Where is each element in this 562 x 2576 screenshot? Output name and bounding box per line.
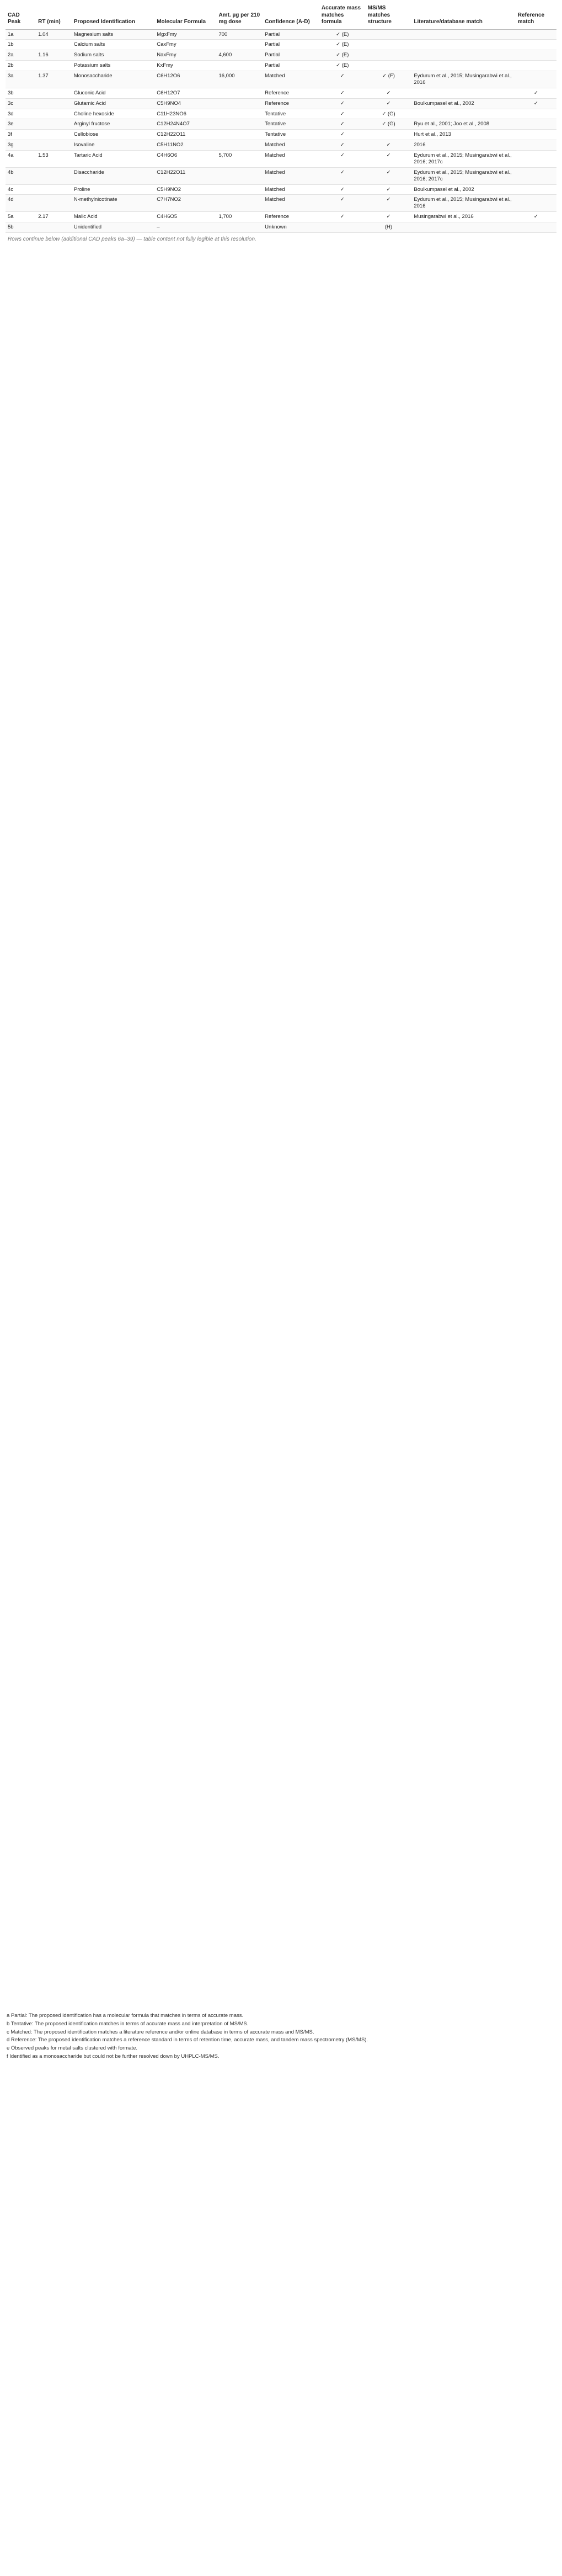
cell-peak: 4a <box>6 151 36 168</box>
cell-ms <box>366 61 412 71</box>
table-row <box>6 50 556 61</box>
cell-ref: ✓ <box>516 98 556 109</box>
cell-amt <box>216 61 263 71</box>
cell-ref <box>516 29 556 40</box>
cell-peak: 1b <box>6 40 36 50</box>
cell-ref: ✓ <box>516 212 556 222</box>
cell-mf: C12H22O11 <box>154 167 216 184</box>
cell-ms: ✓ <box>366 98 412 109</box>
cell-ms: ✓ <box>366 88 412 98</box>
cell-conf: Matched <box>263 167 319 184</box>
cell-conf: Matched <box>263 184 319 195</box>
table-row <box>6 119 556 130</box>
cell-rt <box>36 222 72 233</box>
cell-mf: C6H12O6 <box>154 71 216 88</box>
header-confidence: Confidence (A-D) <box>263 3 319 29</box>
cell-id: Monosaccharide <box>72 71 154 88</box>
cell-peak: 1a <box>6 29 36 40</box>
cell-lit <box>411 109 515 119</box>
cell-mf: MgxFmy <box>154 29 216 40</box>
cell-conf: Matched <box>263 140 319 151</box>
cell-id: Arginyl fructose <box>72 119 154 130</box>
cell-peak: 3b <box>6 88 36 98</box>
identification-table <box>6 3 556 233</box>
cell-ms: ✓ (G) <box>366 119 412 130</box>
cell-id: Calcium salts <box>72 40 154 50</box>
cell-ref <box>516 119 556 130</box>
table-row <box>6 195 556 212</box>
cell-rt: 2.17 <box>36 212 72 222</box>
cell-ms: ✓ <box>366 184 412 195</box>
cell-amt <box>216 88 263 98</box>
cell-acc: ✓ (E) <box>319 50 366 61</box>
cell-acc: ✓ (E) <box>319 40 366 50</box>
cell-acc: ✓ <box>319 119 366 130</box>
cell-conf: Partial <box>263 50 319 61</box>
cell-amt <box>216 140 263 151</box>
header-literature: Literature/database match <box>411 3 515 29</box>
cell-id: Glutamic Acid <box>72 98 154 109</box>
cell-id: Potassium salts <box>72 61 154 71</box>
table-row <box>6 130 556 140</box>
cell-peak: 4d <box>6 195 36 212</box>
cell-lit: Ryu et al., 2001; Joo et al., 2008 <box>411 119 515 130</box>
cell-amt <box>216 119 263 130</box>
header-msms: MS/MS matches structure <box>366 3 412 29</box>
table-row <box>6 167 556 184</box>
footnote: e Observed peaks for metal salts clustered with formate. <box>7 2045 138 2052</box>
table-row <box>6 222 556 233</box>
footnote: f Identified as a monosaccharide but could not be further resolved down by UHPLC-MS/MS. <box>7 2053 220 2059</box>
cell-rt <box>36 195 72 212</box>
cell-mf: C7H7NO2 <box>154 195 216 212</box>
table-row <box>6 98 556 109</box>
cell-mf: C11H23NO6 <box>154 109 216 119</box>
cell-mf: C4H6O6 <box>154 151 216 168</box>
cell-rt <box>36 184 72 195</box>
header-rt: RT (min) <box>36 3 72 29</box>
cell-acc: ✓ <box>319 212 366 222</box>
cell-id: Isovaline <box>72 140 154 151</box>
cell-rt: 1.16 <box>36 50 72 61</box>
cell-mf: C5H9NO2 <box>154 184 216 195</box>
cell-rt <box>36 88 72 98</box>
cell-lit <box>411 88 515 98</box>
cell-id: Magnesium salts <box>72 29 154 40</box>
cell-lit <box>411 29 515 40</box>
cell-conf: Tentative <box>263 119 319 130</box>
table-row <box>6 40 556 50</box>
table-row <box>6 212 556 222</box>
cell-id: Gluconic Acid <box>72 88 154 98</box>
cell-mf: – <box>154 222 216 233</box>
footnote: c Matched: The proposed identification matches a literature reference and/or online database in terms of accurate mass and MS/MS. <box>7 2029 314 2035</box>
cell-acc: ✓ <box>319 88 366 98</box>
cell-conf: Reference <box>263 212 319 222</box>
cell-acc: ✓ <box>319 167 366 184</box>
cell-conf: Reference <box>263 98 319 109</box>
cell-lit <box>411 50 515 61</box>
cell-acc <box>319 222 366 233</box>
cell-conf: Tentative <box>263 130 319 140</box>
cell-mf: NaxFmy <box>154 50 216 61</box>
cell-ms: ✓ <box>366 151 412 168</box>
cell-rt <box>36 61 72 71</box>
cell-ref <box>516 130 556 140</box>
cell-conf: Matched <box>263 195 319 212</box>
cell-ms: ✓ <box>366 167 412 184</box>
cell-peak: 4b <box>6 167 36 184</box>
cell-acc: ✓ (E) <box>319 61 366 71</box>
cell-lit: Eydurum et al., 2015; Musingarabwi et al., 2016; 2017c <box>411 151 515 168</box>
cell-rt <box>36 40 72 50</box>
cell-id: Unidentified <box>72 222 154 233</box>
cell-conf: Matched <box>263 151 319 168</box>
cell-conf: Matched <box>263 71 319 88</box>
cell-ms <box>366 50 412 61</box>
header-accurate-mass: Accurate mass matches formula <box>319 3 366 29</box>
cell-ms: ✓ <box>366 212 412 222</box>
cell-peak: 2a <box>6 50 36 61</box>
cell-mf: C6H12O7 <box>154 88 216 98</box>
cell-ref: ✓ <box>516 88 556 98</box>
cell-amt: 4,600 <box>216 50 263 61</box>
table-row <box>6 109 556 119</box>
cell-conf: Partial <box>263 40 319 50</box>
cell-mf: C5H11NO2 <box>154 140 216 151</box>
cell-lit <box>411 61 515 71</box>
cell-conf: Reference <box>263 88 319 98</box>
footnote: d Reference: The proposed identification matches a reference standard in terms of retention time, accurate mass, and tandem mass spectrometry (MS/MS). <box>7 2037 368 2043</box>
cell-id: Malic Acid <box>72 212 154 222</box>
cell-peak: 3d <box>6 109 36 119</box>
cell-lit: Musingarabwi et al., 2016 <box>411 212 515 222</box>
cell-peak: 5b <box>6 222 36 233</box>
cell-rt: 1.53 <box>36 151 72 168</box>
cell-ref <box>516 50 556 61</box>
cell-peak: 3c <box>6 98 36 109</box>
cell-peak: 4c <box>6 184 36 195</box>
cell-mf: C12H22O11 <box>154 130 216 140</box>
cell-acc: ✓ <box>319 195 366 212</box>
cell-amt <box>216 167 263 184</box>
cell-rt <box>36 109 72 119</box>
footnote: a Partial: The proposed identification has a molecular formula that matches in terms of accurate mass. <box>7 2012 244 2019</box>
header-molecular-formula: Molecular Formula <box>154 3 216 29</box>
cell-ms: ✓ <box>366 195 412 212</box>
header-reference: Reference match <box>516 3 556 29</box>
cell-amt: 16,000 <box>216 71 263 88</box>
cell-rt <box>36 119 72 130</box>
table-row <box>6 88 556 98</box>
cell-rt <box>36 140 72 151</box>
cell-acc: ✓ (E) <box>319 29 366 40</box>
continued-rows-placeholder <box>6 242 556 2008</box>
cell-lit: Boulkumpasel et al., 2002 <box>411 98 515 109</box>
cell-id: N-methylnicotinate <box>72 195 154 212</box>
cell-peak: 2b <box>6 61 36 71</box>
cell-amt <box>216 222 263 233</box>
header-peak: CAD Peak <box>6 3 36 29</box>
cell-ms <box>366 29 412 40</box>
cell-peak: 3a <box>6 71 36 88</box>
cell-lit: Hurt et al., 2013 <box>411 130 515 140</box>
cell-mf: KxFmy <box>154 61 216 71</box>
cell-lit: Boulkumpasel et al., 2002 <box>411 184 515 195</box>
cell-rt <box>36 167 72 184</box>
cell-peak: 3e <box>6 119 36 130</box>
cell-ref <box>516 195 556 212</box>
cell-id: Cellobiose <box>72 130 154 140</box>
cell-lit: Eydurum et al., 2015; Musingarabwi et al., 2016 <box>411 71 515 88</box>
cell-ref <box>516 151 556 168</box>
cell-conf: Unknown <box>263 222 319 233</box>
cell-rt: 1.04 <box>36 29 72 40</box>
cell-amt <box>216 195 263 212</box>
table-row <box>6 184 556 195</box>
cell-rt <box>36 130 72 140</box>
cell-ms: (H) <box>366 222 412 233</box>
cell-ms: ✓ (F) <box>366 71 412 88</box>
table-body <box>6 29 556 232</box>
cell-conf: Tentative <box>263 109 319 119</box>
cell-id: Sodium salts <box>72 50 154 61</box>
table-row <box>6 71 556 88</box>
cell-lit <box>411 222 515 233</box>
cell-ms <box>366 40 412 50</box>
cell-id: Proline <box>72 184 154 195</box>
cell-amt <box>216 109 263 119</box>
cell-amt: 5,700 <box>216 151 263 168</box>
cell-ref <box>516 140 556 151</box>
header-amount: Amt. µg per 210 mg dose <box>216 3 263 29</box>
header-identification: Proposed Identification <box>72 3 154 29</box>
cell-ref <box>516 184 556 195</box>
cell-rt: 1.37 <box>36 71 72 88</box>
table-row <box>6 151 556 168</box>
cell-lit: Eydurum et al., 2015; Musingarabwi et al., 2016; 2017c <box>411 167 515 184</box>
footnote: b Tentative: The proposed identification matches in terms of accurate mass and interpretation of MS/MS. <box>7 2020 249 2027</box>
cell-ms: ✓ <box>366 140 412 151</box>
cell-amt: 1,700 <box>216 212 263 222</box>
cell-lit <box>411 40 515 50</box>
cell-ref <box>516 61 556 71</box>
cell-mf: C12H24N4O7 <box>154 119 216 130</box>
cell-id: Disaccharide <box>72 167 154 184</box>
cell-peak: 3f <box>6 130 36 140</box>
cell-mf: C5H9NO4 <box>154 98 216 109</box>
cell-acc: ✓ <box>319 130 366 140</box>
cell-conf: Partial <box>263 29 319 40</box>
cell-acc: ✓ <box>319 151 366 168</box>
cell-id: Tartaric Acid <box>72 151 154 168</box>
cell-amt: 700 <box>216 29 263 40</box>
cell-ref <box>516 40 556 50</box>
ellipsis-note: Rows continue below (additional CAD peaks 6a–39) — table content not fully legible at this resolution. <box>8 236 256 242</box>
cell-mf: C4H6O5 <box>154 212 216 222</box>
footnotes <box>6 2008 556 2061</box>
table-row <box>6 61 556 71</box>
cell-rt <box>36 98 72 109</box>
cell-conf: Partial <box>263 61 319 71</box>
cell-amt <box>216 98 263 109</box>
cell-ref <box>516 222 556 233</box>
cell-mf: CaxFmy <box>154 40 216 50</box>
cell-id: Choline hexoside <box>72 109 154 119</box>
cell-lit: Eydurum et al., 2015; Musingarabwi et al., 2016 <box>411 195 515 212</box>
cell-peak: 3g <box>6 140 36 151</box>
cell-acc: ✓ <box>319 140 366 151</box>
cell-acc: ✓ <box>319 184 366 195</box>
cell-ref <box>516 109 556 119</box>
cell-acc: ✓ <box>319 109 366 119</box>
table-row <box>6 140 556 151</box>
cell-ms <box>366 130 412 140</box>
cell-ref <box>516 167 556 184</box>
cell-acc: ✓ <box>319 71 366 88</box>
cell-lit: 2016 <box>411 140 515 151</box>
cell-acc: ✓ <box>319 98 366 109</box>
cell-amt <box>216 40 263 50</box>
cell-amt <box>216 184 263 195</box>
table-header-row <box>6 3 556 29</box>
table-row <box>6 29 556 40</box>
cell-amt <box>216 130 263 140</box>
cell-ms: ✓ (G) <box>366 109 412 119</box>
cell-ref <box>516 71 556 88</box>
cell-peak: 5a <box>6 212 36 222</box>
